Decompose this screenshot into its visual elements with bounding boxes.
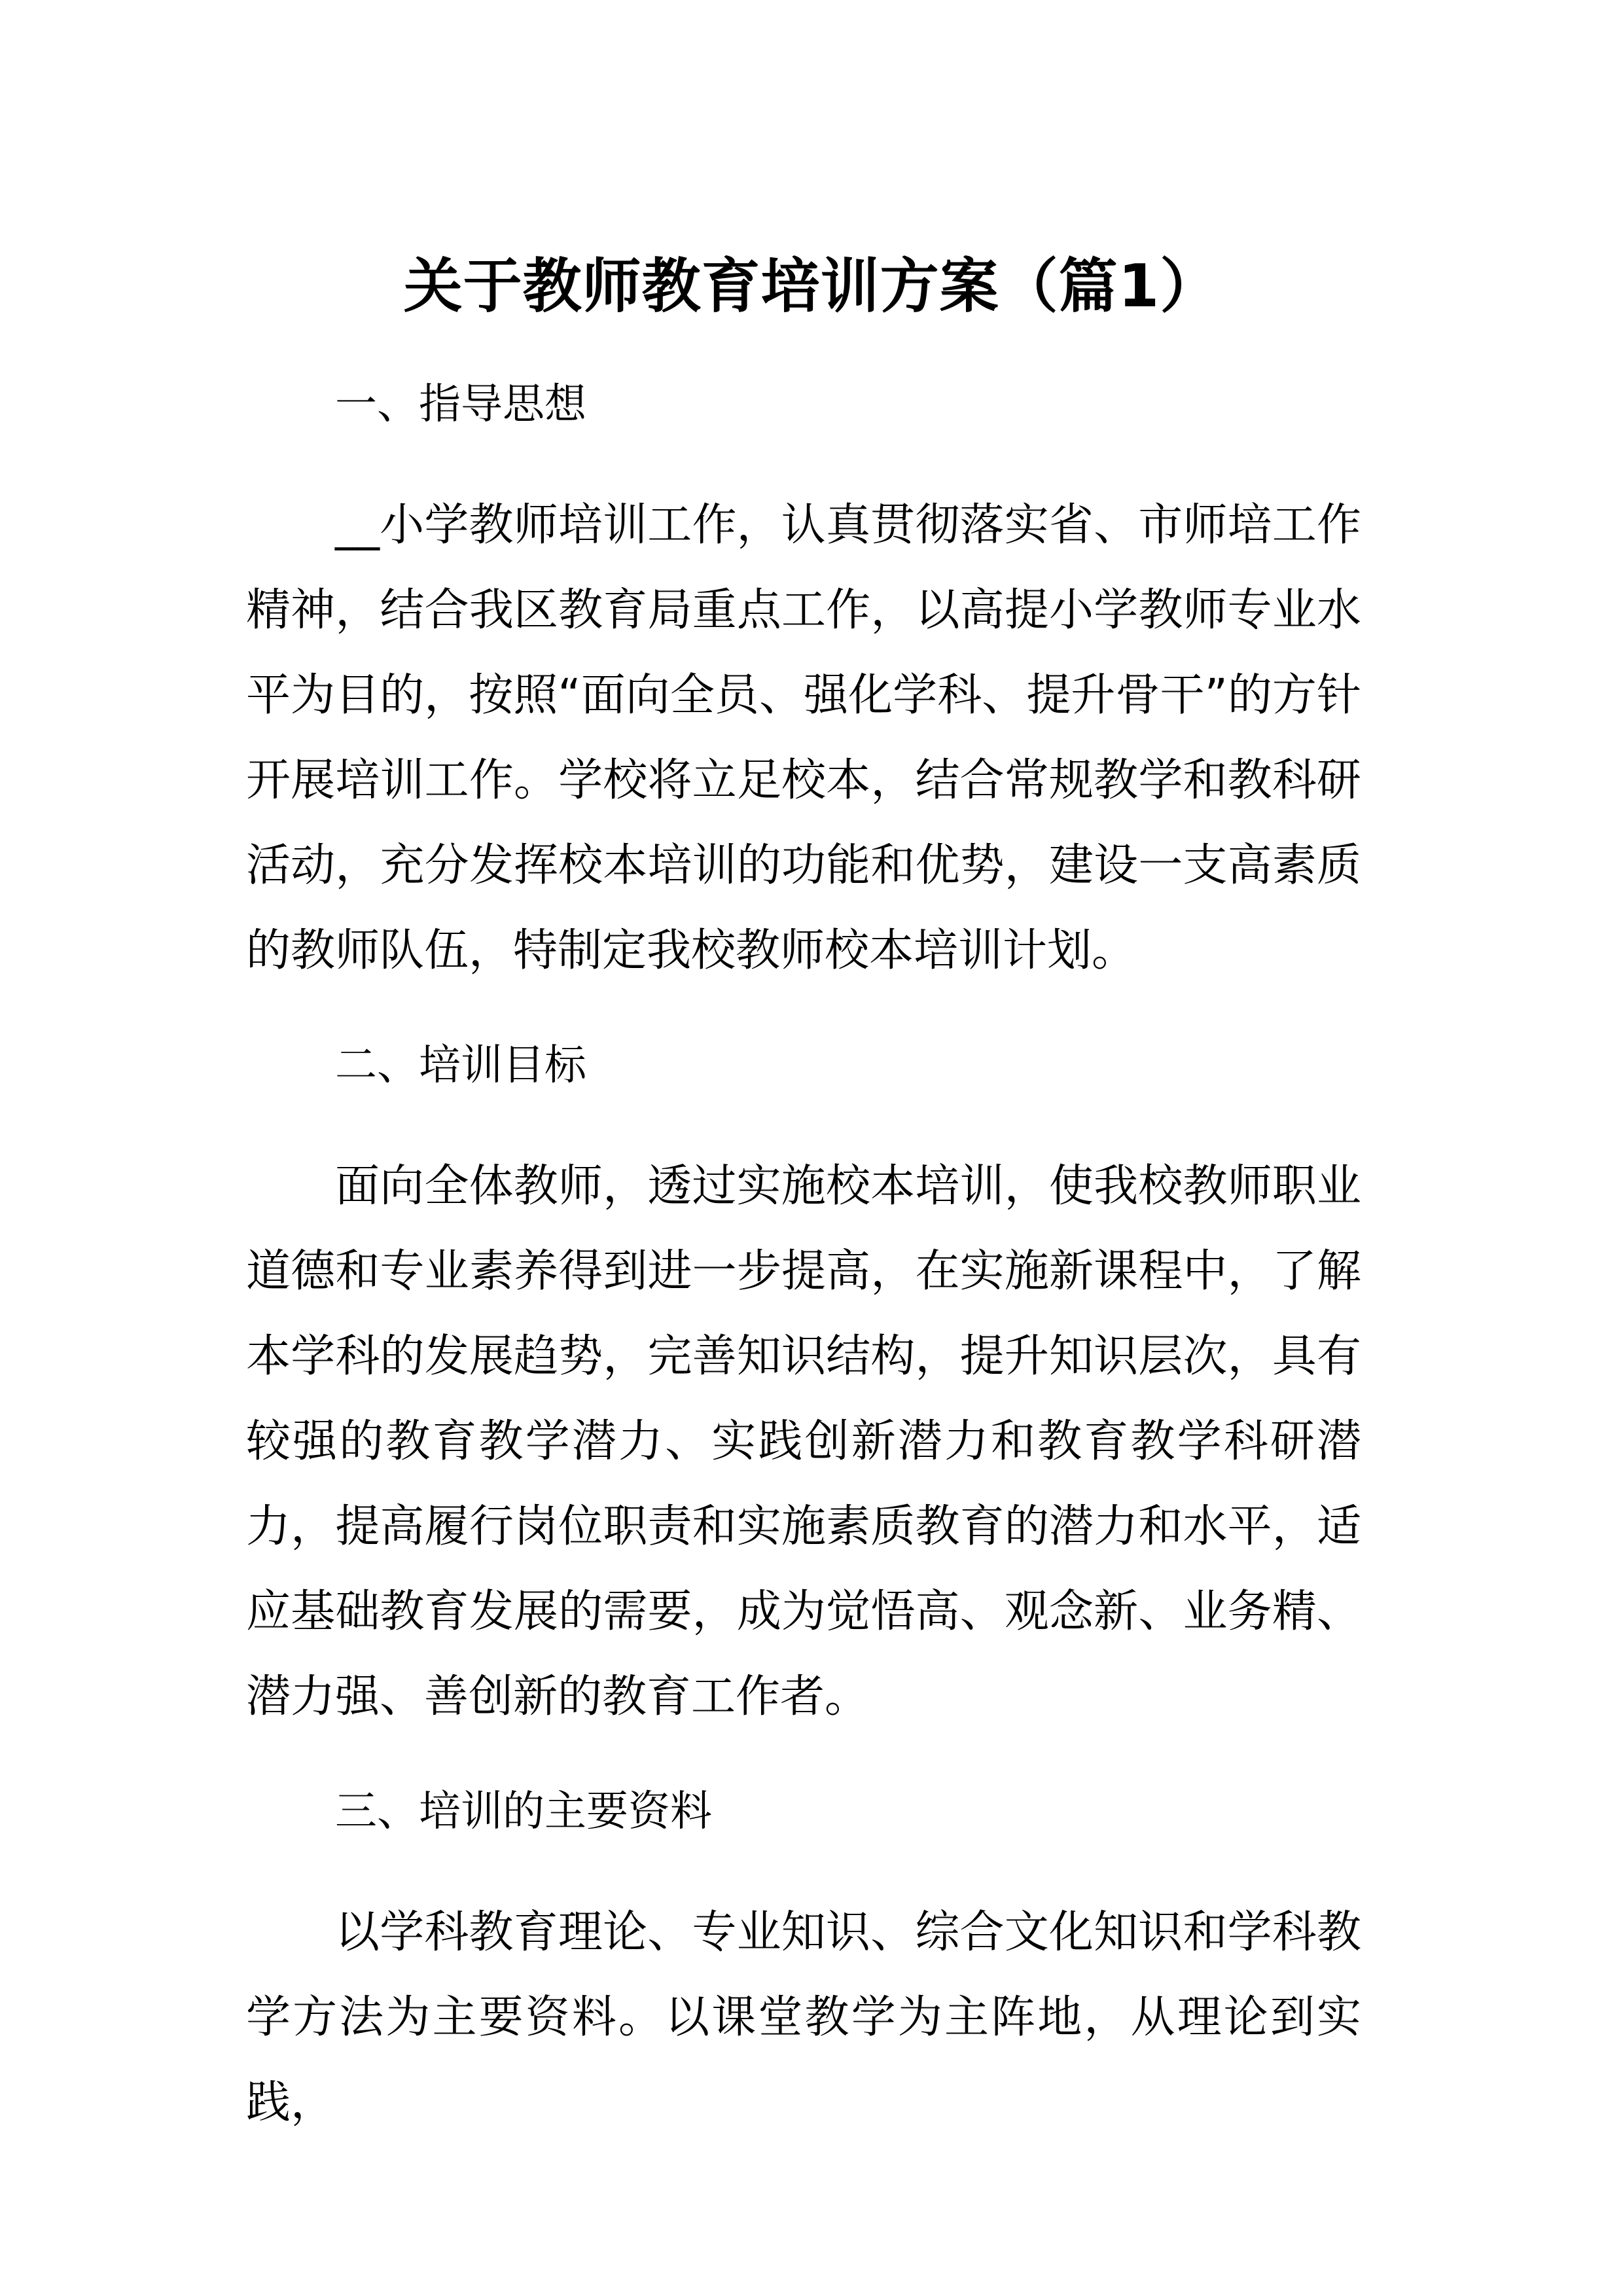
section-body-training-goals: 面向全体教师，透过实施校本培训，使我校教师职业道德和专业素养得到进一步提高，在实施新课程中，了解本学科的发展趋势，完善知识结构，提升知识层次，具有较强的教育教学潜力、实践创新潜力和教育教学科研潜力，提高履行岗位职责和实施素质教育的潜力和水平，适应基础教育发展的需要，成为觉悟高、观念新、业务精、潜力强、善创新的教育工作者。 [246,1160,1361,1723]
section-body-training-content: 以学科教育理论、专业知识、综合文化知识和学科教学方法为主要资料。以课堂教学为主阵地，从理论到实践， [246,1907,1361,2128]
section-heading-training-goals: 二、培训目标 [335,1041,586,1090]
section-heading-training-content: 三、培训的主要资料 [335,1787,712,1836]
section-heading-guiding-ideology: 一、指导思想 [335,380,586,429]
document-title: 关于教师教育培训方案（篇1） [403,252,1220,321]
section-body-guiding-ideology: __小学教师培训工作，认真贯彻落实省、市师培工作精神，结合我区教育局重点工作，以高提小学教师专业水平为目的，按照“面向全员、强化学科、提升骨干”的方针开展培训工作。学校将立足校本，结合常规教学和教科研活动，充分发挥校本培训的功能和优势，建设一支高素质的教师队伍，特制定我校教师校本培训计划。 [246,499,1361,977]
